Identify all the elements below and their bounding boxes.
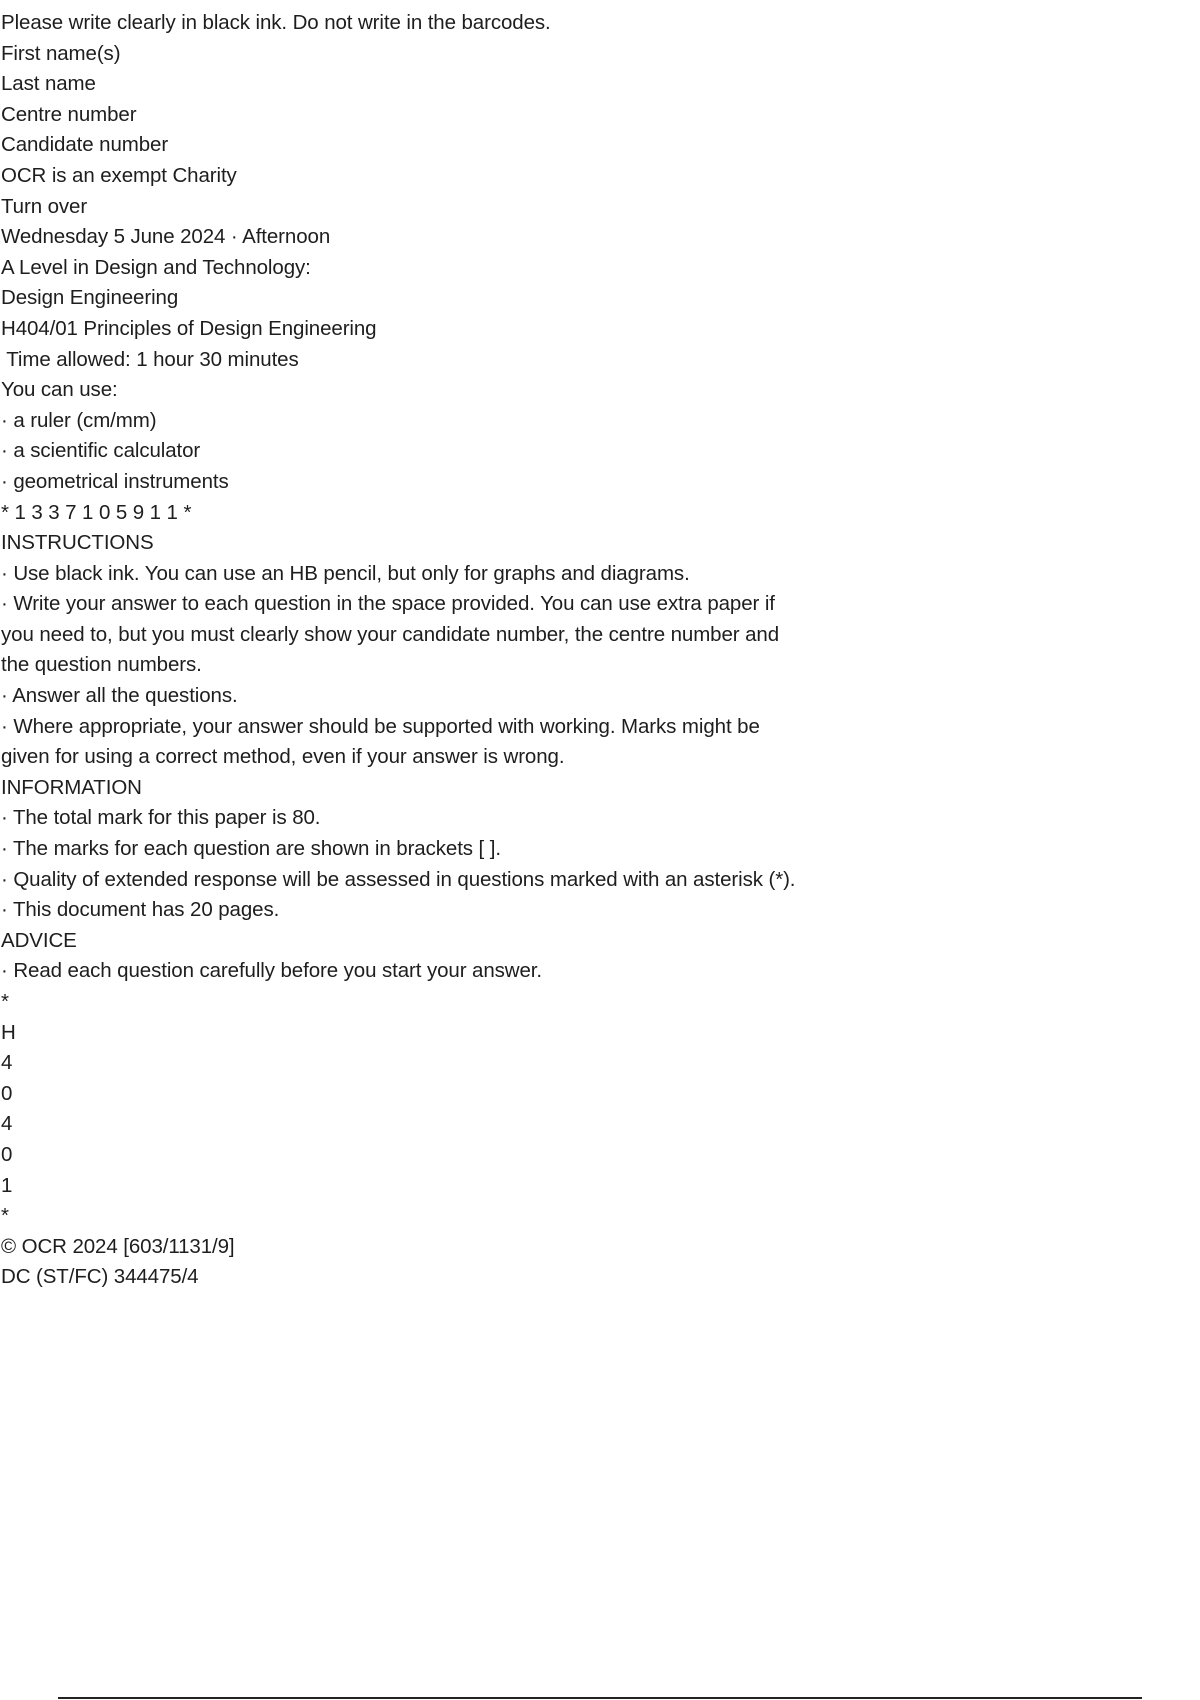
information-item: · This document has 20 pages. xyxy=(1,898,280,922)
qualification-title: A Level in Design and Technology: xyxy=(1,255,311,279)
document-reference: DC (ST/FC) 344475/4 xyxy=(1,1265,199,1289)
barcode-number: * 1 3 3 7 1 0 5 9 1 1 * xyxy=(1,500,192,524)
paper-code-char: 4 xyxy=(1,1051,13,1075)
you-can-use-heading: You can use: xyxy=(1,378,118,402)
instruction-item: · Where appropriate, your answer should be supported with working. Marks might be xyxy=(1,714,760,738)
copyright-notice: © OCR 2024 [603/1131/9] xyxy=(1,1234,235,1258)
paper-code-char: * xyxy=(1,990,9,1013)
footer-rule xyxy=(58,1697,1142,1699)
label-last-name: Last name xyxy=(1,72,96,96)
information-item: · The marks for each question are shown in brackets [ ]. xyxy=(1,837,501,861)
equipment-item: · geometrical instruments xyxy=(1,469,229,493)
instruction-write-clearly: Please write clearly in black ink. Do not write in the barcodes. xyxy=(1,11,551,34)
exam-cover-page xyxy=(0,8,1200,1293)
time-allowed: Time allowed: 1 hour 30 minutes xyxy=(1,347,299,371)
information-item: · The total mark for this paper is 80. xyxy=(1,806,321,830)
turn-over-text: Turn over xyxy=(1,194,88,218)
paper-title: H404/01 Principles of Design Engineering xyxy=(1,316,377,340)
label-candidate-number: Candidate number xyxy=(1,133,169,157)
equipment-item: · a scientific calculator xyxy=(1,439,201,463)
information-item: · Quality of extended response will be assessed in questions marked with an asterisk (*). xyxy=(1,867,796,891)
paper-code-char: 0 xyxy=(1,1142,13,1166)
instruction-item: · Write your answer to each question in the space provided. You can use extra paper if xyxy=(1,592,775,616)
paper-code-char: 1 xyxy=(1,1173,13,1197)
exam-date: Wednesday 5 June 2024 · Afternoon xyxy=(1,225,331,249)
instruction-item-continued: the question numbers. xyxy=(1,653,202,677)
instructions-heading: INSTRUCTIONS xyxy=(1,531,154,555)
charity-notice: OCR is an exempt Charity xyxy=(1,163,237,187)
instruction-item: · Use black ink. You can use an HB pencil, but only for graphs and diagrams. xyxy=(1,561,690,585)
label-first-name: First name(s) xyxy=(1,41,121,65)
label-centre-number: Centre number xyxy=(1,102,137,126)
paper-code-char: 4 xyxy=(1,1112,13,1136)
equipment-item: · a ruler (cm/mm) xyxy=(1,408,157,432)
instruction-item-continued: you need to, but you must clearly show your candidate number, the centre number and xyxy=(1,622,779,646)
paper-code-char: * xyxy=(1,1204,9,1228)
information-heading: INFORMATION xyxy=(1,775,142,799)
subject-title: Design Engineering xyxy=(1,286,179,310)
paper-code-char: H xyxy=(1,1020,16,1044)
instruction-item: · Answer all the questions. xyxy=(1,684,238,708)
instruction-item-continued: given for using a correct method, even if your answer is wrong. xyxy=(1,745,565,769)
advice-item: · Read each question carefully before you start your answer. xyxy=(1,959,542,983)
advice-heading: ADVICE xyxy=(1,928,77,952)
paper-code-char: 0 xyxy=(1,1081,13,1105)
